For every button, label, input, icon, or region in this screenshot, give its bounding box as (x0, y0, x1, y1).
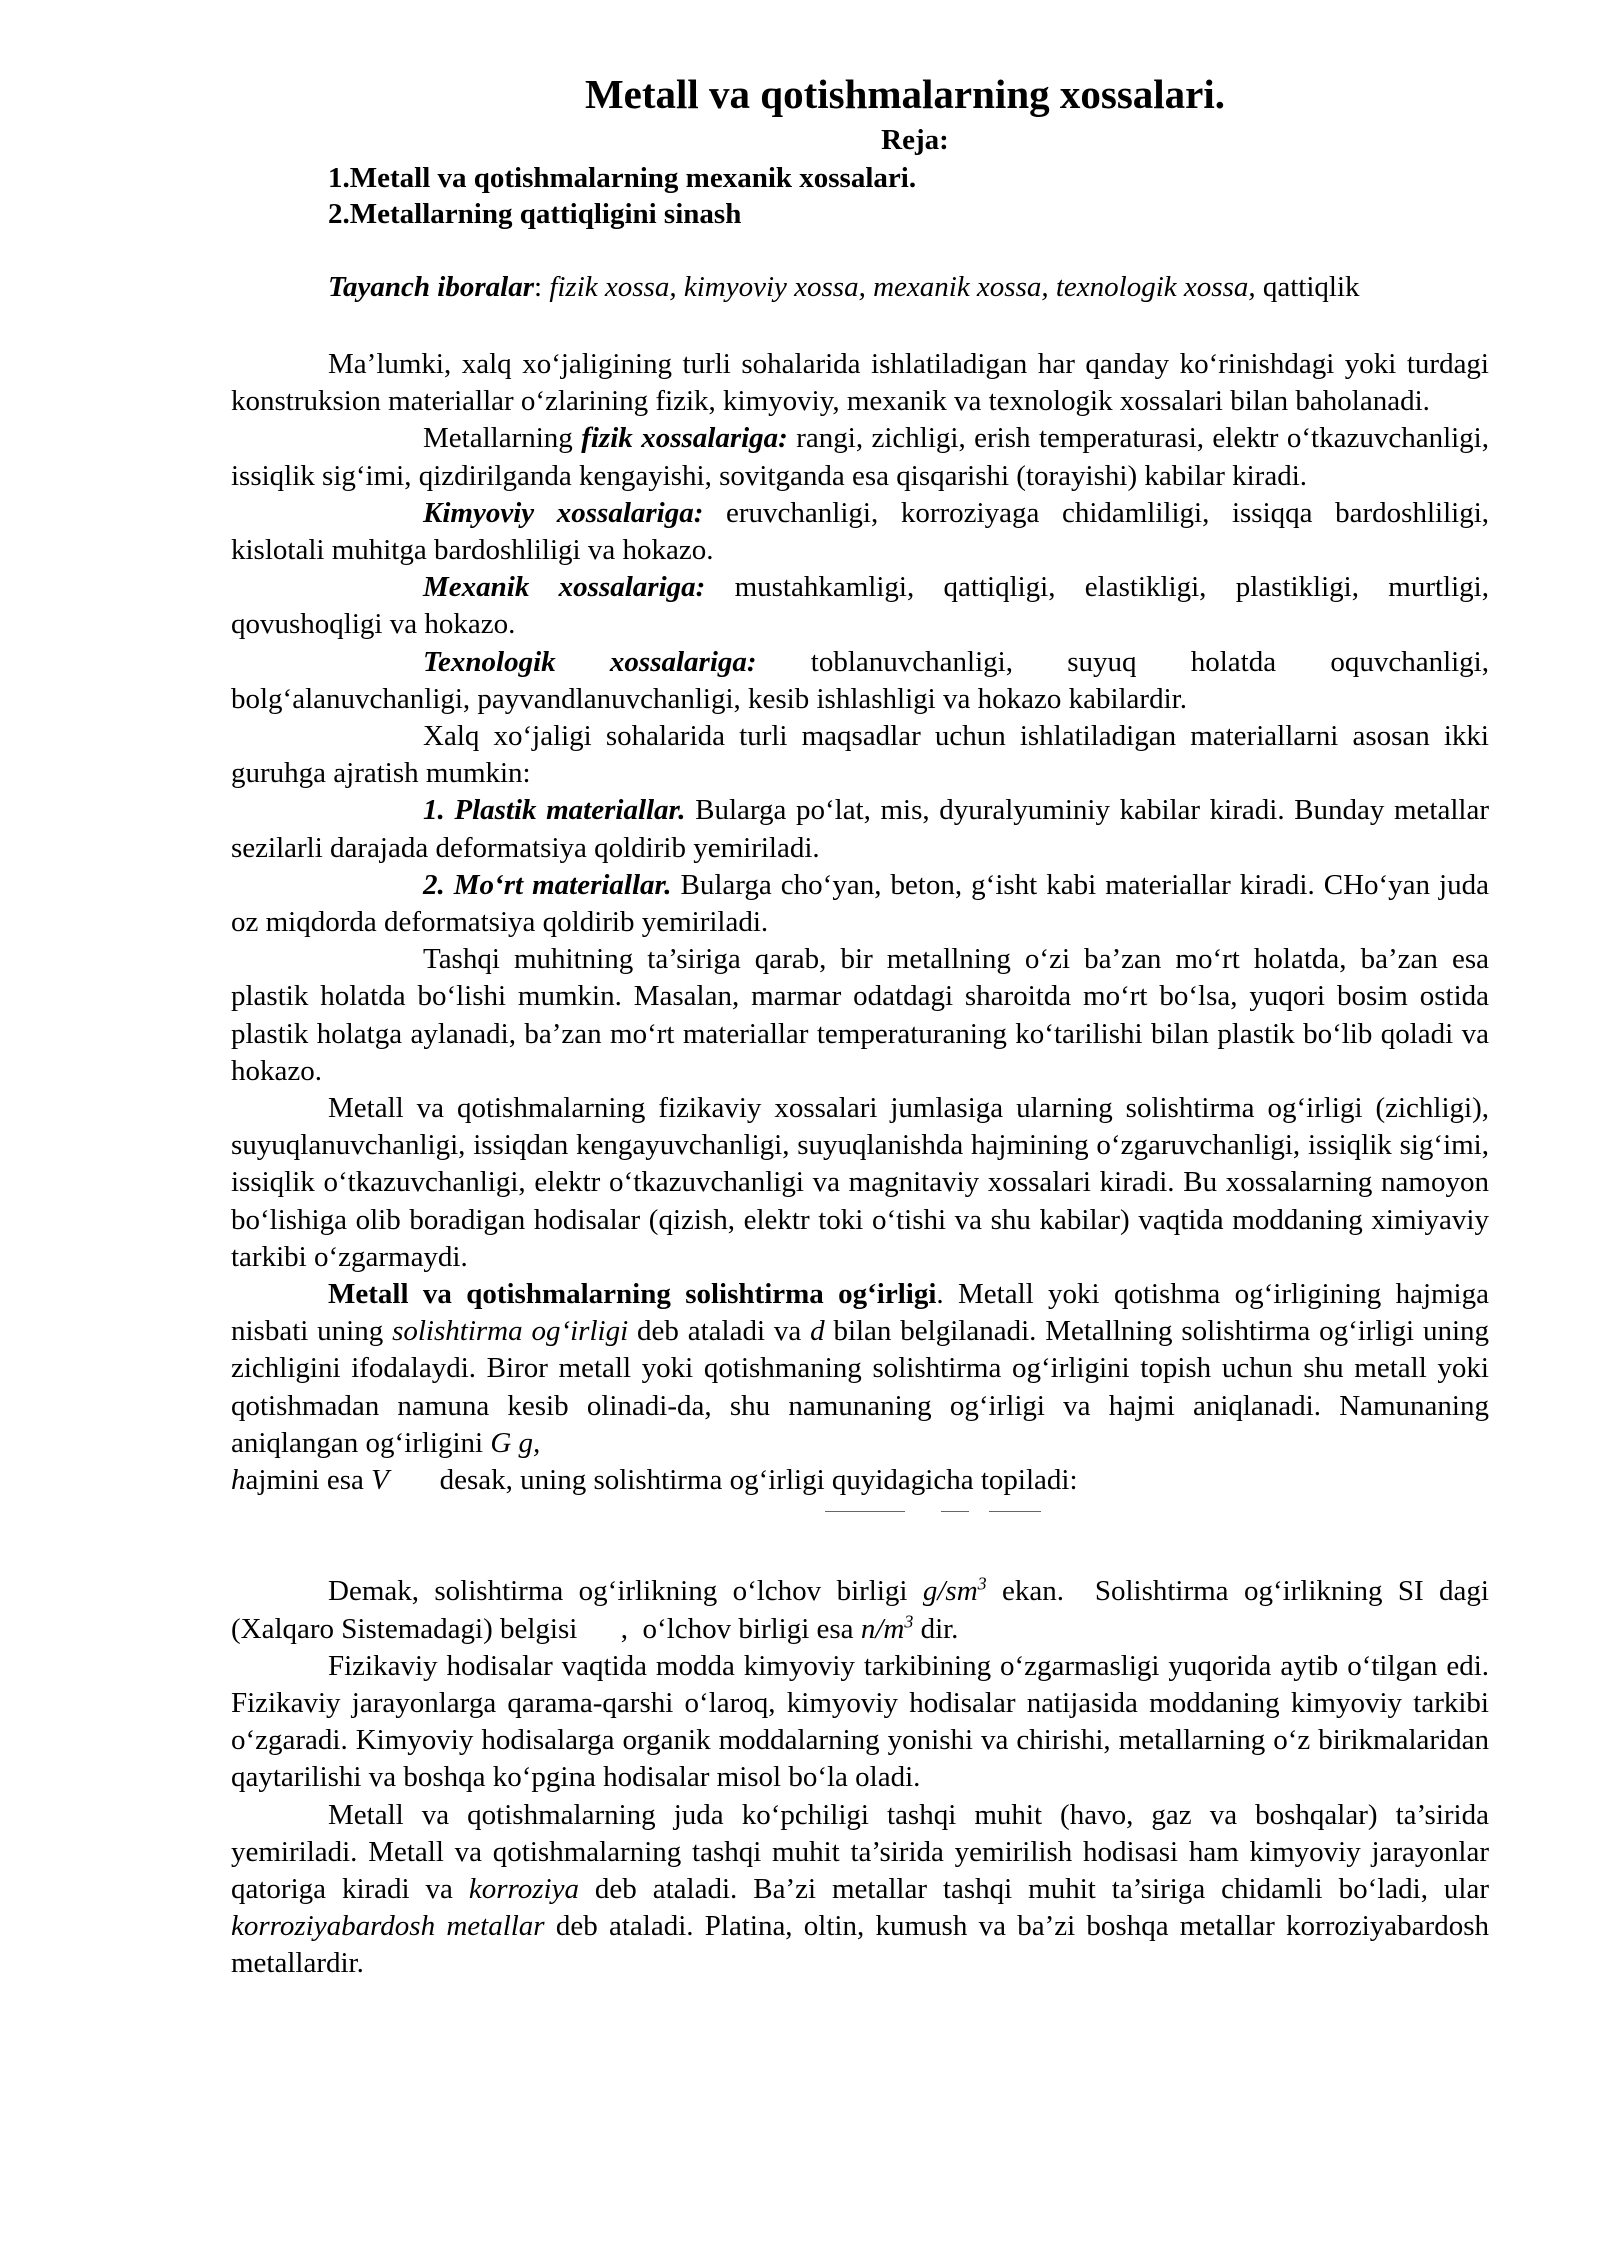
paragraph (231, 867, 1489, 941)
keywords-line (328, 271, 1360, 304)
text-run: desak, uning solishtirma og‘irligi quyidagicha topiladi: (388, 1464, 1078, 1497)
formula (231, 1499, 1489, 1573)
paragraph (231, 569, 1489, 643)
paragraph (231, 420, 1489, 494)
paragraph (231, 1573, 1497, 1647)
text-run: eruvchanligi, korroziyaga chidamliligi, issiqqa bardoshliligi, kislotali muhitga bardoshliligi va hokazo. (231, 496, 1489, 567)
text-run: dir. (913, 1612, 959, 1645)
document-body (231, 346, 1497, 1983)
symbol: G g, (490, 1426, 541, 1459)
term: Texnologik xossalariga: (423, 645, 757, 678)
text-run: bilan belgilanadi. Metallning solishtirma og‘irligi uning zichligini ifodalaydi. Biror metall yoki qotishmaning solishtirma og‘irligini topish uchun shu metall yoki qotishmadan namuna kesib olinadi-da, shu namunaning og‘irligi va hajmi aniqlanadi. Namunaning aniqlangan og‘irligini (231, 1315, 1490, 1459)
text-run: ekan. Solishtirma og‘irlikning SI dagi (Xalqaro Sistemadagi) belgisi , o‘lchov birligi esa (231, 1575, 1497, 1645)
paragraph (231, 644, 1489, 718)
text-run-italic: korroziyabardosh metallar (231, 1910, 545, 1943)
unit-exponent: 3 (977, 1573, 987, 1594)
keywords-plain-terms: qattiqlik (1255, 271, 1360, 303)
unit-exponent: 3 (904, 1610, 914, 1631)
symbol: d (810, 1315, 825, 1348)
unit: g/sm (922, 1575, 978, 1608)
term: Metall va qotishmalarning solishtirma og‘irligi (328, 1278, 937, 1311)
text-run: deb ataladi. Platina, oltin, kumush va ba’zi boshqa metallar korroziyabardosh metallardir. (231, 1910, 1489, 1980)
title-block (0, 70, 1600, 118)
paragraph: Ma’lumki, xalq xo‘jaligining turli sohalarida ishlatiladigan har qanday ko‘rinishdagi yoki turdagi konstruksion materiallar o‘zlarining fizik, kimyoviy, mexanik va texnologik xossalari bilan baholanadi. (231, 348, 1489, 418)
text-run: Bularga cho‘yan, beton, g‘isht kabi materiallar kiradi. CHo‘yan juda oz miqdorda deformatsiya qoldirib yemiriladi. (231, 868, 1489, 939)
paragraph (231, 495, 1489, 569)
paragraph (231, 792, 1489, 866)
paragraph: Metall va qotishmalarning fizikaviy xossalari jumlasiga ularning solishtirma og‘irligi (zichligi), suyuqlanuvchanligi, issiqdan kengayuvchanligi, suyuqlanishda hajmining o‘zgaruvchanligi, issiqlik sig‘imi, issiqlik o‘tkazuvchanligi, elektr o‘tkazuvchanligi va magnitaviy xossalari kiradi. Bu xossalarning namoyon bo‘lishiga olib boradigan hodisalar (qizish, elektr toki o‘tishi va shu kabilar) vaqtida moddaning ximiyaviy tarkibi o‘zgarmaydi. (231, 1092, 1489, 1273)
fraction-line (941, 1511, 969, 1512)
text-run-italic: korroziya (468, 1872, 579, 1905)
fraction-line (825, 1511, 905, 1512)
keywords-label: Tayanch iboralar (328, 271, 534, 303)
paragraph (231, 1276, 1489, 1499)
term: fizik xossalariga: (581, 422, 788, 455)
term: 1. Plastik materiallar. (423, 794, 686, 827)
text-run: Metall va qotishmalarning juda ko‘pchiligi tashqi muhit (havo, gaz va boshqalar) ta’sirida yemiriladi. Metall va qotishmalarning tashqi muhit ta’sirida yemirilish hodisasi ham kimyoviy jarayonlar qatoriga kiradi va (231, 1798, 1489, 1905)
paragraph: Fizikaviy hodisalar vaqtida modda kimyoviy tarkibining o‘zgarmasligi yuqorida aytib o‘tilgan edi. Fizikaviy jarayonlarga qarama-qarshi o‘laroq, kimyoviy hodisalar natijasida moddaning kimyoviy tarkibi o‘zgaradi. Kimyoviy hodisalarga organik moddalarning yonishi va chirishi, metallarning o‘z birikmalaridan qaytarilishi va boshqa ko‘pgina hodisalar misol bo‘la oladi. (231, 1649, 1489, 1794)
paragraph: Xalq xo‘jaligi sohalarida turli maqsadlar uchun ishlatiladigan materiallarni asosan ikki guruhga ajratish mumkin: (231, 720, 1489, 790)
paragraph (231, 1797, 1489, 1983)
fraction-line (989, 1511, 1041, 1512)
keywords-italic-terms: fizik xossa, kimyoviy xossa, mexanik xossa, texnologik xossa, (549, 271, 1256, 303)
text-run: ajmini esa (245, 1464, 372, 1497)
symbol: h (231, 1464, 246, 1497)
text-run: Demak, solishtirma og‘irlikning o‘lchov birligi (328, 1575, 923, 1608)
symbol: V (371, 1464, 389, 1497)
plan-heading: Reja: (881, 124, 949, 156)
term: 2. Mo‘rt materiallar. (423, 868, 672, 901)
keywords-colon: : (534, 271, 550, 303)
text-run: rangi, zichligi, erish temperaturasi, elektr o‘tkazuvchanligi, issiqlik sig‘imi, qizdirilganda kengayishi, sovitganda esa qisqarishi (torayishi) kabilar kiradi. (231, 422, 1489, 492)
text-run: . Metall yoki qotishma og‘irligining hajmiga nisbati uning (231, 1278, 1489, 1348)
text-run: deb ataladi. Ba’zi metallar tashqi muhit ta’siriga chidamli bo‘ladi, ular (578, 1872, 1489, 1905)
unit: n/m (860, 1612, 905, 1645)
text-run: toblanuvchanligi, suyuq holatda oquvchanligi, bolg‘alanuvchanligi, payvandlanuvchanligi, kesib ishlashligi va hokazo kabilardir. (231, 645, 1489, 715)
text-run: mustahkamligi, qattiqligi, elastikligi, plastikligi, murtligi, qovushoqligi va hokazo. (231, 571, 1489, 641)
term: Kimyoviy xossalariga: (423, 496, 704, 529)
page-title: Metall va qotishmalarning xossalari. (584, 71, 1226, 117)
text-run: Bularga po‘lat, mis, dyuralyuminiy kabilar kiradi. Bunday metallar sezilarli darajada deformatsiya qoldirib yemiriladi. (231, 794, 1489, 864)
plan-item: 2.Metallarning qattiqligini sinash (328, 198, 742, 230)
plan-item: 1.Metall va qotishmalarning mexanik xossalari. (328, 162, 917, 194)
text-run-italic: solishtirma og‘irligi (392, 1315, 629, 1348)
text-run: deb ataladi va (628, 1315, 811, 1348)
paragraph: Tashqi muhitning ta’siriga qarab, bir metallning o‘zi ba’zan mo‘rt holatda, ba’zan esa plastik holatda bo‘lishi mumkin. Masalan, marmar odatdagi sharoitda mo‘rt bo‘lsa, yuqori bosim ostida plastik holatga aylanadi, ba’zan mo‘rt materiallar temperaturaning ko‘tarilishi bilan plastik bo‘lib qoladi va hokazo. (231, 943, 1489, 1087)
text-run: Metallarning (423, 422, 582, 455)
term: Mexanik xossalariga: (423, 571, 706, 604)
